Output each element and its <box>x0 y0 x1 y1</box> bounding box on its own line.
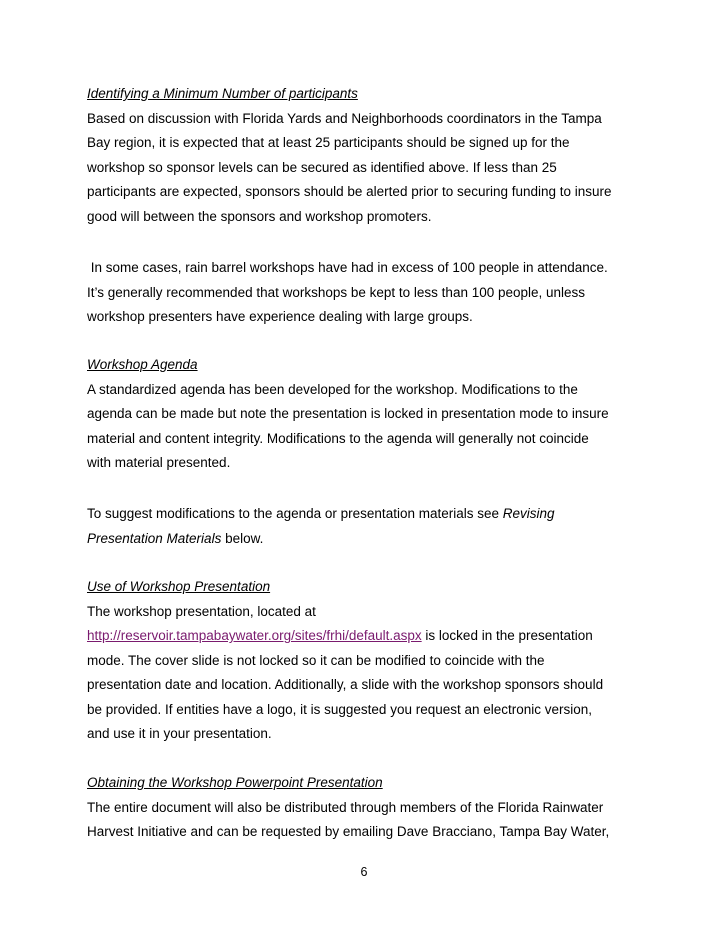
suggest-text: To suggest modifications to the agenda or presentation materials see <box>87 506 503 521</box>
agenda-section <box>87 353 657 476</box>
body-line: A standardized agenda has been developed for the workshop. Modifications to the <box>87 381 578 397</box>
body-line: good will between the sponsors and workshop promoters. <box>87 208 432 224</box>
body-line: mode. The cover slide is not locked so it can be modified to coincide with the <box>87 652 545 668</box>
body-line: The entire document will also be distributed through members of the Florida Rainwater <box>87 799 604 815</box>
body-line: with material presented. <box>87 455 231 470</box>
body-line: Bay region, it is expected that at least 25 participants should be signed up for the <box>87 135 570 150</box>
link-line-text: is locked in the presentation <box>421 628 593 643</box>
link-line <box>87 624 657 649</box>
page-number: 6 <box>360 865 368 879</box>
body-line: and use it in your presentation. <box>87 726 272 741</box>
revising-reference: Revising <box>502 506 555 521</box>
body-line: workshop so sponsor levels can be secured as identified above. If less than 25 <box>87 159 557 175</box>
body-line: It’s generally recommended that workshops be kept to less than 100 people, unless <box>87 284 586 300</box>
suggest-line-2 <box>87 527 657 552</box>
obtaining-heading: Obtaining the Workshop Powerpoint Presentation <box>87 775 383 790</box>
body-line: workshop presenters have experience dealing with large groups. <box>87 309 473 324</box>
participants-section <box>87 82 657 229</box>
presentation-materials-reference: Presentation Materials <box>87 530 222 546</box>
attendance-paragraph <box>87 256 657 330</box>
suggest-line-1 <box>87 502 657 527</box>
presentation-heading: Use of Workshop Presentation <box>87 579 271 594</box>
body-line: Based on discussion with Florida Yards and Neighborhoods coordinators in the Tampa <box>87 110 602 126</box>
participants-heading: Identifying a Minimum Number of participants <box>87 86 358 101</box>
presentation-link[interactable]: http://reservoir.tampabaywater.org/sites/frhi/default.aspx <box>87 628 422 643</box>
body-line: In some cases, rain barrel workshops have had in excess of 100 people in attendance. <box>87 260 608 275</box>
suggest-text-end: below. <box>221 530 264 546</box>
suggest-paragraph <box>87 502 657 551</box>
body-line: be provided. If entities have a logo, it is suggested you request an electronic version, <box>87 701 593 717</box>
presentation-section <box>87 575 657 747</box>
body-line: material and content integrity. Modifications to the agenda will generally not coincide <box>87 430 589 446</box>
body-line: Harvest Initiative and can be requested by emailing Dave Bracciano, Tampa Bay Water, <box>87 824 610 839</box>
body-line: agenda can be made but note the presentation is locked in presentation mode to insure <box>87 406 609 421</box>
body-line: The workshop presentation, located at <box>87 603 316 619</box>
body-line: presentation date and location. Additionally, a slide with the workshop sponsors should <box>87 677 604 692</box>
agenda-heading: Workshop Agenda <box>87 357 198 372</box>
body-line: participants are expected, sponsors should be alerted prior to securing funding to insure <box>87 184 612 199</box>
obtaining-section <box>87 771 657 845</box>
